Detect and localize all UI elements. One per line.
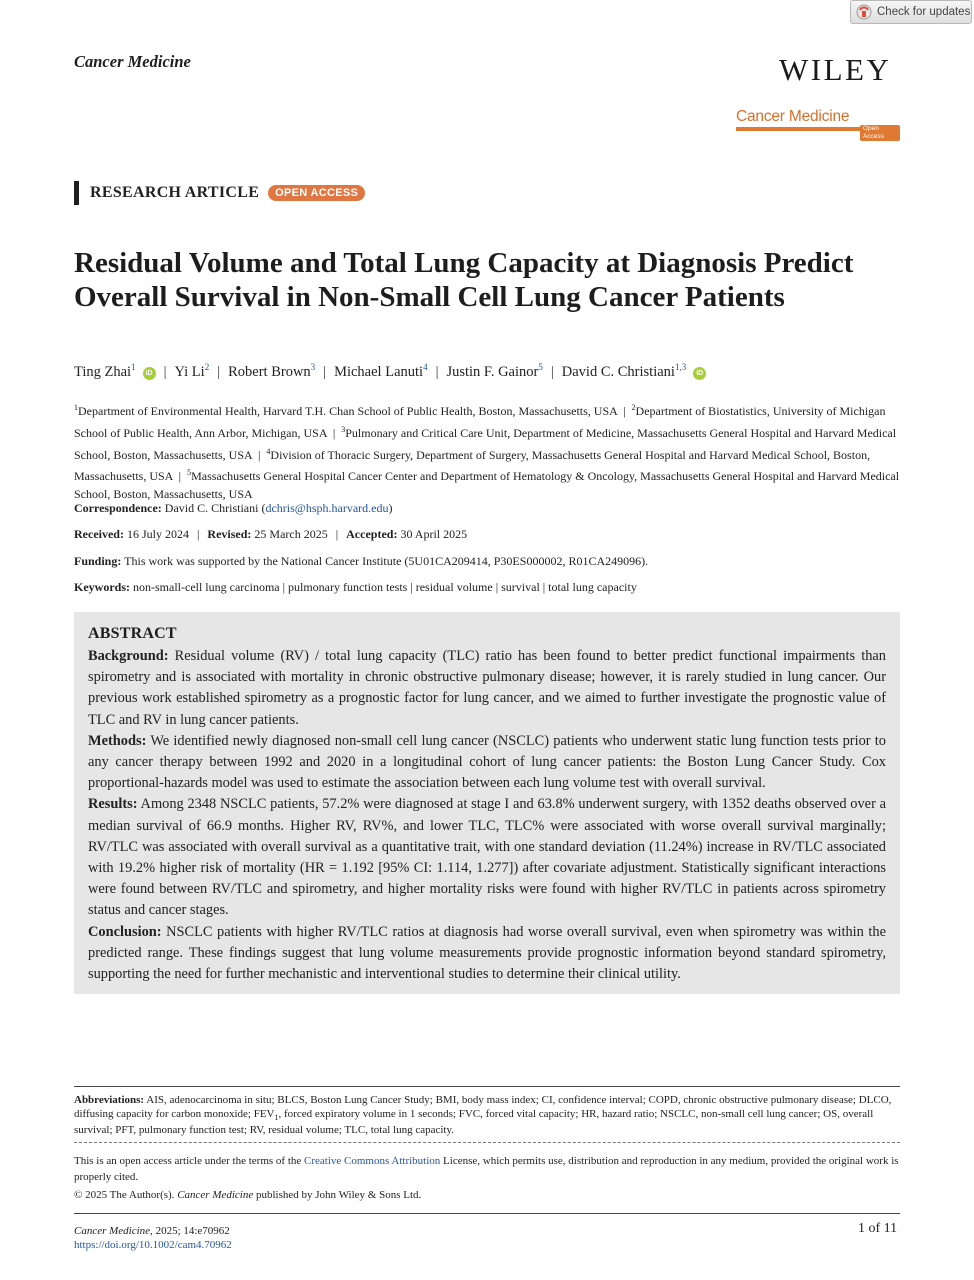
author-name[interactable]: Michael Lanuti bbox=[334, 363, 424, 380]
author-name[interactable]: Robert Brown bbox=[228, 363, 311, 380]
update-badge-icon bbox=[856, 4, 872, 20]
revised-label: Revised: bbox=[207, 527, 252, 541]
correspondence-email-link[interactable]: dchris@hsph.harvard.edu bbox=[265, 501, 389, 515]
correspondence-close: ) bbox=[388, 501, 393, 515]
cancer-medicine-logo bbox=[736, 108, 900, 140]
affiliation-text: Department of Environmental Health, Harvard T.H. Chan School of Public Health, Boston, Massachusetts, USA bbox=[78, 404, 618, 418]
author-separator: | bbox=[217, 363, 221, 380]
author-affiliation-number[interactable]: 5 bbox=[538, 362, 543, 372]
received-date: 16 July 2024 bbox=[126, 527, 189, 541]
affiliation-number: 4 bbox=[266, 446, 271, 456]
funding-label: Funding: bbox=[74, 554, 122, 568]
affiliation-text: Department of Biostatistics, University of Michigan School of Public Health, Ann Arbor, Michigan, USA bbox=[74, 404, 886, 440]
abstract-section-text: NSCLC patients with higher RV/TLC ratios at diagnosis had worse overall survival, even when spirometry was within the predicted range. These findings suggest that lung volume measurements provide prognostic information beyond standard spirometry, supporting the need for further mechanistic and interventional studies to determine their clinical utility. bbox=[88, 923, 886, 983]
author-name[interactable]: David C. Christiani bbox=[561, 363, 675, 380]
affiliation-number: 5 bbox=[187, 468, 192, 478]
author-separator: | bbox=[435, 363, 439, 380]
citation bbox=[74, 1224, 232, 1252]
dashed-divider bbox=[74, 1142, 900, 1143]
abstract-section-label: Results: bbox=[88, 796, 138, 813]
affiliation-text: Division of Thoracic Surgery, Department of Surgery, Massachusetts General Hospital and Harvard Medical School, Boston, Massachusetts, USA bbox=[74, 447, 871, 484]
article-type: RESEARCH ARTICLE bbox=[90, 184, 260, 201]
article-type-row bbox=[74, 181, 365, 205]
citation-journal: Cancer Medicine, bbox=[74, 1225, 153, 1237]
received-label: Received: bbox=[74, 527, 124, 541]
copyright-post: published by John Wiley & Sons Ltd. bbox=[256, 1189, 422, 1201]
orcid-icon[interactable]: iD bbox=[143, 367, 156, 380]
abstract-section-text: Residual volume (RV) / total lung capacity (TLC) ratio has been found to better predict functional impairments than spirometry and is associated with mortality in chronic obstructive pulmonary disease; however, it is rarely studied in lung cancer. Our previous work established spirometry as a prognostic factor for lung cancer, and we aimed to further investigate the prognostic value of TLC and RV in lung cancer patients. bbox=[88, 648, 886, 728]
author-name[interactable]: Justin F. Gainor bbox=[446, 363, 539, 380]
article-title: Residual Volume and Total Lung Capacity at Diagnosis Predict Overall Survival in Non-Small Cell Lung Cancer Patients bbox=[74, 247, 854, 313]
abstract-heading: ABSTRACT bbox=[88, 625, 177, 642]
author-affiliation-number[interactable]: 1 bbox=[131, 362, 136, 372]
license-post: License, which permits use, distribution and reproduction in any medium, provided the original work is properly cited. bbox=[74, 1155, 899, 1183]
affiliation-separator: | bbox=[172, 469, 188, 484]
keywords bbox=[74, 580, 637, 595]
copyright-journal: Cancer Medicine bbox=[177, 1189, 254, 1201]
wiley-logo: WILEY bbox=[779, 52, 892, 87]
orcid-icon[interactable]: iD bbox=[693, 367, 706, 380]
affiliation-number: 3 bbox=[341, 424, 346, 434]
cancer-medicine-logo-text: Cancer Medicine bbox=[736, 108, 850, 125]
keywords-label: Keywords: bbox=[74, 580, 130, 594]
affiliation-text: Massachusetts General Hospital Cancer Center and Department of Hematology & Oncology, Massachusetts General Hospital and Harvard Medical School, Boston, Massachusetts, USA bbox=[74, 469, 900, 502]
abstract-section-text: Among 2348 NSCLC patients, 57.2% were diagnosed at stage I and 63.8% underwent surgery, with 1352 deaths observed over a median survival of 66.9 months. Higher RV, RV%, and lower TLC, TLC% were associated with worse overall survival marginally; RV/TLC was associated with overall survival as a quantitative trait, with one standard deviation (11.24%) increase in RV/TLC associated with 19.2% higher risk of mortality (HR = 1.192 [95% CI: 1.114, 1.277]) after covariate adjustment. Statistically significant interactions were found between RV/TLC and spirometry, and higher mortality risks were found with higher RV/TLC in patients across spirometry status and cancer stages. bbox=[88, 796, 886, 919]
abstract-section-label: Background: bbox=[88, 648, 169, 664]
correspondence-label: Correspondence: bbox=[74, 501, 162, 515]
affiliations bbox=[74, 399, 900, 504]
check-for-updates-button[interactable] bbox=[850, 0, 972, 24]
author-affiliation-number[interactable]: 1,3 bbox=[674, 362, 687, 372]
correspondence-name: David C. Christiani ( bbox=[164, 501, 266, 515]
copyright bbox=[74, 1189, 421, 1201]
accepted-label: Accepted: bbox=[346, 527, 398, 541]
logo-open-access-tag: Open Access bbox=[860, 125, 900, 141]
citation-volume: 2025; 14:e70962 bbox=[155, 1225, 230, 1237]
affiliation-number: 1 bbox=[74, 403, 78, 412]
page-footer-divider bbox=[74, 1213, 900, 1214]
article-type-marker bbox=[74, 181, 79, 205]
page-number: 1 of 11 bbox=[858, 1221, 898, 1236]
accepted-date: 30 April 2025 bbox=[400, 527, 468, 541]
abbreviations-text-2: , forced expiratory volume in 1 seconds; FVC, forced vital capacity; HR, hazard ratio; NSCLC, non-small cell lung cancer; OS, overall survival; PFT, pulmonary function test; RV, residual volume; TLC, total lung capacity. bbox=[74, 1107, 874, 1137]
footer-divider bbox=[74, 1086, 900, 1087]
copyright-pre: © 2025 The Author(s). bbox=[74, 1189, 175, 1201]
abstract-section-text: We identified newly diagnosed non-small cell lung cancer (NSCLC) patients who underwent static lung function tests prior to any cancer therapy between 1992 and 2020 in a longitudinal cohort of lung cancer patients: the Boston Lung Cancer Study. Cox proportional-hazards model was used to estimate the association between each lung volume test with overall survival. bbox=[88, 732, 886, 792]
affiliation-separator: | bbox=[252, 447, 267, 462]
logo-underline bbox=[736, 127, 862, 131]
affiliation-separator: | bbox=[617, 404, 632, 418]
author-separator: | bbox=[163, 363, 167, 380]
abbreviations-subscript: 1 bbox=[274, 1112, 279, 1122]
abstract-section-label: Methods: bbox=[88, 732, 147, 749]
author-separator: | bbox=[323, 363, 327, 380]
affiliation-text: Pulmonary and Critical Care Unit, Department of Medicine, Massachusetts General Hospital and Harvard Medical School, Boston, Massachusetts, USA bbox=[74, 425, 897, 462]
funding bbox=[74, 554, 648, 569]
license-statement bbox=[74, 1153, 900, 1185]
author-affiliation-number[interactable]: 2 bbox=[204, 362, 210, 372]
revised-date: 25 March 2025 bbox=[254, 527, 328, 541]
abbreviations bbox=[74, 1094, 900, 1138]
open-access-badge: OPEN ACCESS bbox=[268, 185, 365, 201]
author-separator: | bbox=[550, 363, 554, 380]
keywords-text: non-small-cell lung carcinoma | pulmonary function tests | residual volume | survival | total lung capacity bbox=[133, 580, 637, 594]
abbreviations-text-1: AIS, adenocarcinoma in situ; BLCS, Boston Lung Cancer Study; BMI, body mass index; CI, confidence interval; COPD, chronic obstructive pulmonary disease; DLCO, diffusing capacity for carbon monoxide; FEV bbox=[74, 1094, 892, 1120]
affiliation-number: 2 bbox=[631, 403, 636, 412]
running-journal-name: Cancer Medicine bbox=[74, 52, 191, 71]
affiliation-separator: | bbox=[326, 425, 342, 440]
doi-link[interactable]: https://doi.org/10.1002/cam4.70962 bbox=[74, 1239, 232, 1251]
author-affiliation-number[interactable]: 3 bbox=[310, 362, 316, 372]
funding-text: This work was supported by the National Cancer Institute (5U01CA209414, P30ES000002, R01CA249096). bbox=[124, 554, 649, 568]
abbreviations-label: Abbreviations: bbox=[74, 1094, 145, 1106]
author-name[interactable]: Yi Li bbox=[174, 363, 205, 380]
author-affiliation-number[interactable]: 4 bbox=[423, 362, 428, 372]
abstract-section-label: Conclusion: bbox=[88, 923, 162, 940]
license-pre: This is an open access article under the terms of the bbox=[74, 1155, 302, 1167]
author-name[interactable]: Ting Zhai bbox=[74, 363, 132, 380]
author-list bbox=[74, 362, 706, 381]
dates-line: Received: 16 July 2024 | Revised: 25 March 2025 | Accepted: 30 April 2025 bbox=[74, 527, 468, 541]
abstract-body bbox=[88, 646, 886, 985]
correspondence bbox=[74, 501, 392, 516]
check-for-updates-label: Check for updates bbox=[877, 6, 971, 18]
creative-commons-link[interactable]: Creative Commons Attribution bbox=[304, 1155, 441, 1167]
